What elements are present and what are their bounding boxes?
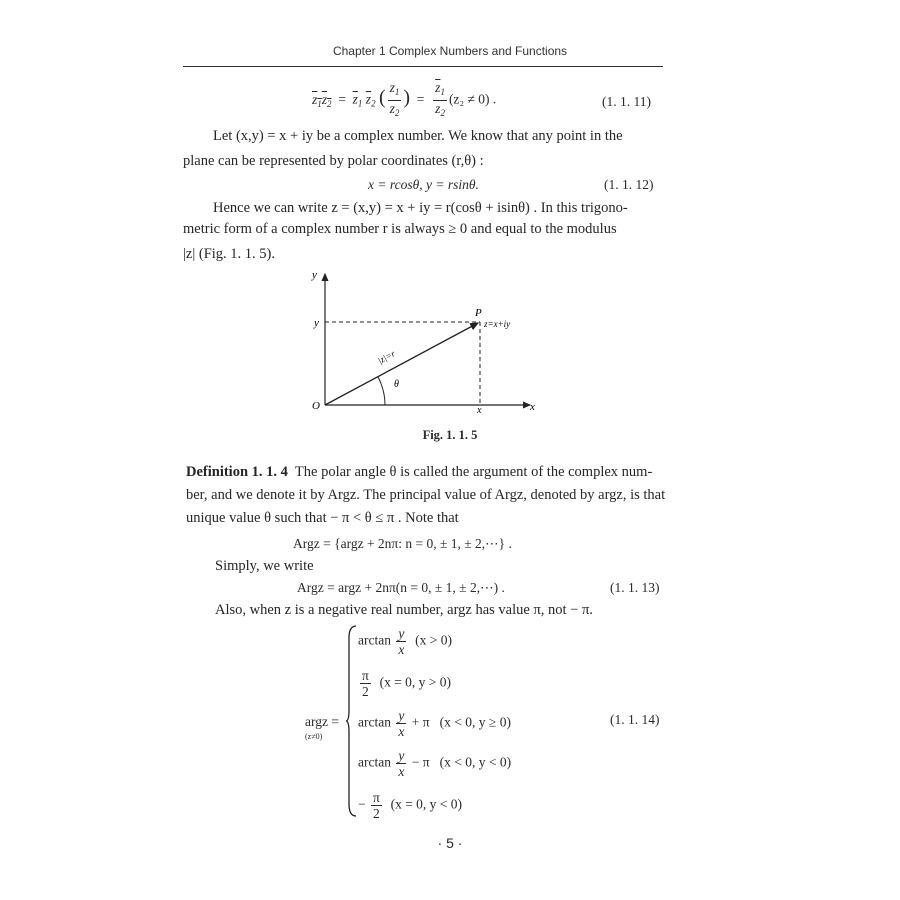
polar-coordinates-figure [300,268,560,418]
definition-line [186,464,652,481]
page-number: · 5 · [437,835,463,851]
eq-1-1-11-condition: (z₂ ≠ 0) . [448,91,497,107]
equation-number-1-1-13: (1. 1. 13) [610,580,660,595]
paragraph-line: Simply, we write [215,558,314,574]
y-tick-label: y [314,317,319,329]
angle-arc [378,377,385,405]
equation-number-1-1-12: (1. 1. 12) [604,177,654,192]
point-p-label: P [475,307,482,319]
paragraph-line: |z| (Fig. 1. 1. 5). [183,246,275,262]
paragraph-line: plane can be represented by polar coordinates (r,θ) : [183,153,484,169]
paragraph-line: Also, when z is a negative real number, argz has value π, not − π. [215,602,593,618]
case-2: $\frac{\pi}{2}$ (x = 0, y > 0) [362,668,452,699]
equation-1-1-13: Argz = argz + 2nπ(n = 0, ± 1, ± 2,⋯) . [297,580,505,595]
paragraph-line: metric form of a complex number r is always ≥ 0 and equal to the modulus [183,221,617,237]
running-header: Chapter 1 Complex Numbers and Functions [332,44,568,58]
point-z-label: z=x+iy [484,319,511,329]
angle-label: θ [394,379,399,390]
argz-lhs: argz = [305,714,339,729]
equation-1-1-12: x = rcosθ, y = rsinθ. [368,177,479,192]
case-1: arctan $\frac{y}{x}$ (x > 0) [358,626,452,657]
case-5: − $\frac{\pi}{2}$ (x = 0, y < 0) [358,790,463,821]
case-4: arctan $\frac{y}{x}$ − π (x < 0, y < 0) [358,748,512,779]
definition-line: ber, and we denote it by Argz. The principal value of Argz, denoted by argz, is that [186,487,666,503]
paragraph-line: Let (x,y) = x + iy be a complex number. We know that any point in the [213,128,623,144]
definition-line: unique value θ such that − π < θ ≤ π . Note that [186,510,459,526]
x-axis-label: x [530,401,535,413]
figure-caption: Fig. 1. 1. 5 [422,428,478,442]
radius-vector [325,323,478,405]
argz-lhs-condition: (z≠0) [305,732,323,741]
case-3: arctan $\frac{y}{x}$ + π (x < 0, y ≥ 0) [358,708,511,739]
equation-number-1-1-14: (1. 1. 14) [610,712,660,727]
origin-label: O [312,400,320,412]
definition-title: Definition 1. 1. 4 [186,464,288,480]
paragraph-line: Hence we can write z = (x,y) = x + iy = r(cosθ + isinθ) . In this trigono- [213,200,628,216]
modulus-label: |z|=r [376,348,397,366]
x-tick-label: x [477,405,482,416]
equation-number-1-1-11: (1. 1. 11) [602,94,651,109]
header-rule [183,66,663,67]
equation-1-1-11: $z_1z_2 = \overline{z}_1$ $\overline{z}_2$ ( $\frac{z_1}{z_2}$ ) = $\frac{\overline{z}_1}{z_2}$ (z₂ ≠ 0) . [312,80,497,118]
definition-text: The polar angle θ is called the argument of the complex num- [294,464,653,480]
piecewise-brace [345,624,359,818]
y-axis-label: y [312,269,317,281]
argz-set-equation: Argz = {argz + 2nπ: n = 0, ± 1, ± 2,⋯} . [293,536,512,551]
